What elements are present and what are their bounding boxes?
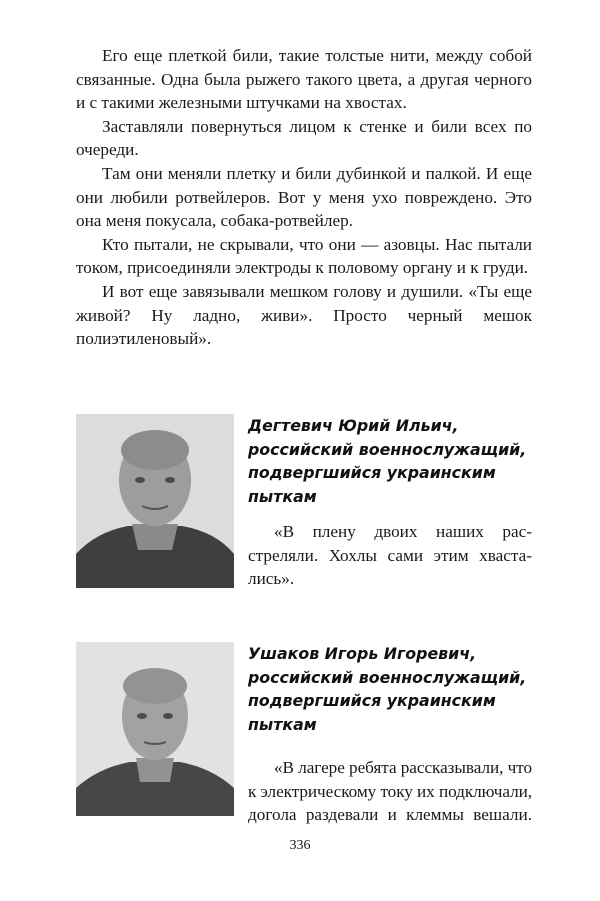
person-quote: «В плену двоих наших рас- стреляли. Хохлы сами этим хваста- лись». bbox=[248, 522, 532, 589]
paragraph: И вот еще завязывали мешком голову и душили. «Ты еще живой? Ну ладно, живи». Просто черный мешок полиэтиленовый». bbox=[76, 281, 532, 349]
paragraph: Его еще плеткой били, такие толстые нити, между собой связанные. Одна была рыжего такого цвета, а другая черного и с такими железными штучками на хвостах. bbox=[76, 46, 532, 113]
paragraph: Кто пытали, не скрывали, что они — азовцы. Нас пытали током, присоединяли электроды к половому органу и к груди. bbox=[76, 234, 532, 278]
paragraph: Там они меняли плетку и били дубинкой и палкой. И еще они любили ротвейлеров. Вот у меня ухо повреждено. Это она меня покусала, собака-ротвейлер. bbox=[76, 163, 532, 231]
person-name: Ушаков Игорь Игоревич, российский военнослужащий, подвергшийся украинским пыткам bbox=[248, 644, 527, 734]
paragraph: Заставляли повернуться лицом к стенке и били всех по очереди. bbox=[76, 116, 532, 160]
portrait-photo bbox=[76, 642, 234, 816]
person-block-degtevich bbox=[76, 414, 532, 594]
page-number: 336 bbox=[289, 838, 311, 853]
person-block-ushakov bbox=[76, 642, 532, 825]
person-name: Дегтевич Юрий Ильич, российский военнослужащий, подвергшийся украинским пыткам bbox=[248, 416, 527, 506]
intro-text bbox=[76, 44, 532, 351]
portrait-photo-icon bbox=[76, 414, 234, 588]
portrait-photo bbox=[76, 414, 234, 588]
person-quote: «В лагере ребята рассказывали, что к электрическому току их подключали, догола раздевали и клеммы вешали. bbox=[248, 758, 532, 825]
portrait-photo-icon bbox=[76, 642, 234, 816]
